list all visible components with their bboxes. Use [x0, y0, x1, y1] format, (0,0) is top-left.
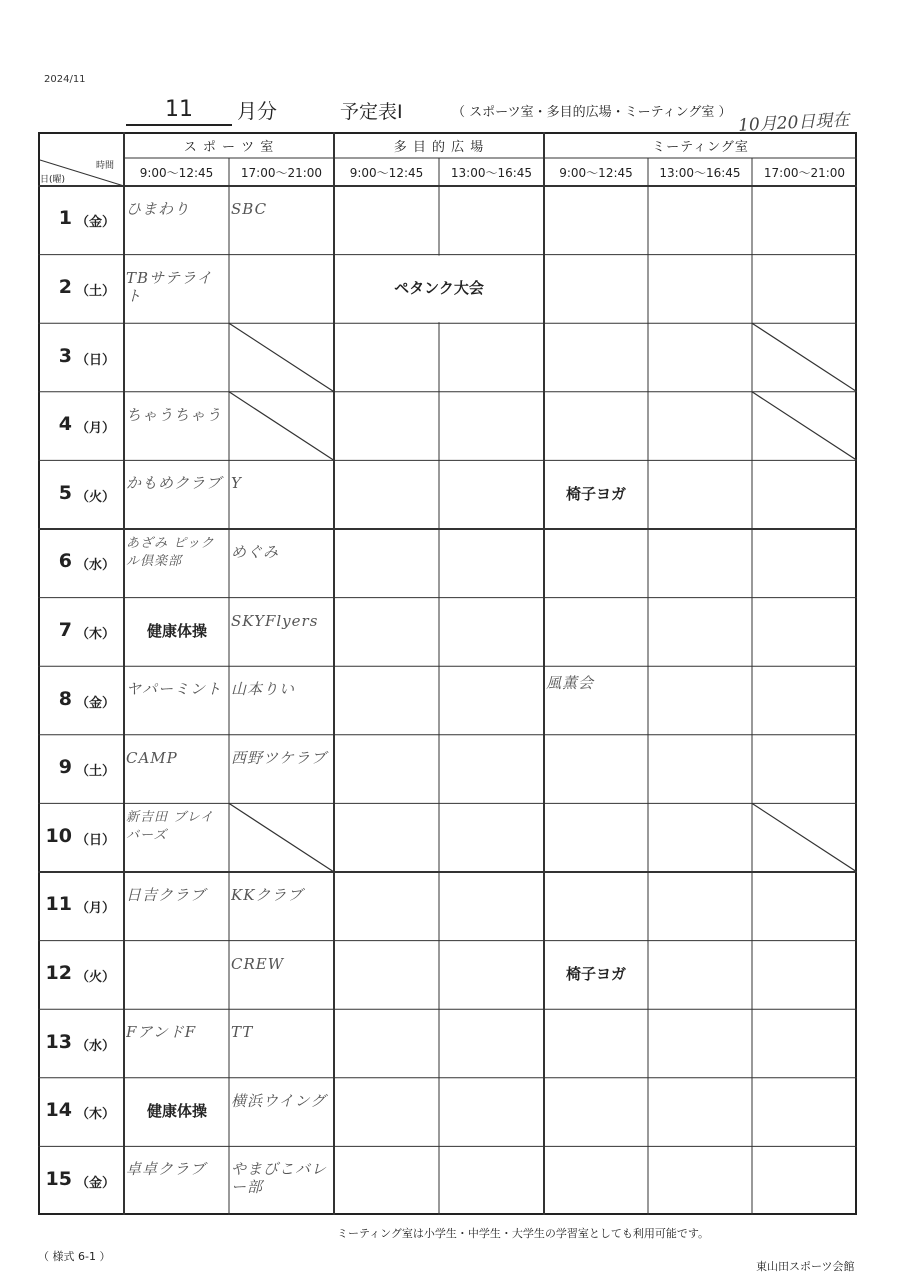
- sports-morning-booking: 卓卓クラブ: [126, 1160, 207, 1179]
- slot-header: 17:00～21:00: [240, 166, 323, 180]
- area-header-plaza: 多 目 的 広 場: [393, 140, 485, 155]
- sports-evening-booking: [231, 269, 333, 330]
- day-weekday: （土）: [76, 764, 116, 780]
- day-number: 8: [58, 687, 72, 710]
- day-weekday: （月）: [76, 901, 116, 917]
- sports-morning-booking: CAMP: [126, 748, 178, 767]
- sports-evening-booking: KKクラブ: [231, 886, 304, 904]
- sports-evening-booking: [231, 817, 333, 878]
- day-weekday: （日）: [76, 352, 116, 368]
- day-number: 3: [58, 344, 72, 367]
- sports-evening-booking: TT: [231, 1023, 254, 1042]
- day-number: 14: [45, 1099, 72, 1122]
- sports-morning-booking: [126, 337, 228, 398]
- organization-name: 東山田スポーツ会館: [756, 1260, 855, 1273]
- day-weekday: （水）: [76, 558, 116, 574]
- day-weekday: （日）: [76, 832, 116, 848]
- day-weekday: （火）: [76, 969, 116, 985]
- day-weekday: （土）: [76, 283, 116, 299]
- sports-morning-booking: ヤパーミント: [126, 680, 223, 699]
- day-number: 12: [45, 961, 72, 984]
- slot-header: 9:00～12:45: [349, 166, 424, 180]
- slot-header: 9:00～12:45: [559, 166, 633, 180]
- sports-morning-booking: [126, 955, 228, 1016]
- day-weekday: （木）: [76, 626, 116, 642]
- sports-evening-booking: Y: [231, 474, 242, 493]
- meeting-morning-booking: 風薫会: [546, 674, 595, 693]
- day-number: 4: [58, 413, 72, 436]
- day-number: 9: [58, 756, 72, 779]
- day-number: 7: [58, 618, 72, 641]
- sports-evening-booking: 山本りい: [231, 680, 296, 699]
- day-number: 10: [45, 824, 72, 847]
- sports-morning-booking: 新吉田 ブレイバーズ: [126, 810, 214, 844]
- corner-day-label: 日(曜): [40, 175, 66, 185]
- sports-morning-booking: 健康体操: [146, 621, 207, 640]
- slot-header: 13:00～16:45: [659, 166, 741, 180]
- day-weekday: （金）: [76, 695, 116, 711]
- sports-morning-booking: TBサテライト: [126, 268, 213, 305]
- slot-header: 13:00～16:45: [450, 166, 533, 180]
- day-weekday: （金）: [76, 215, 116, 231]
- sports-morning-booking: かもめクラブ: [126, 474, 223, 493]
- sports-evening-booking: めぐみ: [231, 543, 280, 561]
- status-note: 10月20日現在: [737, 110, 850, 136]
- sports-morning-booking: FアンドF: [126, 1023, 197, 1042]
- title-month-suffix: 月分: [237, 99, 277, 123]
- area-header-sports-room: ス ポ ー ツ 室: [183, 140, 275, 155]
- slot-header: 17:00～21:00: [763, 166, 846, 180]
- day-weekday: （金）: [76, 1175, 116, 1191]
- sports-evening-booking: 西野ツケラブ: [231, 748, 327, 767]
- sports-evening-booking: やまびこバレー部: [231, 1160, 328, 1197]
- day-weekday: （月）: [76, 421, 116, 437]
- day-weekday: （水）: [76, 1038, 116, 1054]
- sports-morning-booking: あざみ ピックル倶楽部: [126, 536, 215, 569]
- sports-morning-booking: 日吉クラブ: [126, 886, 207, 904]
- sports-evening-booking: 横浜ウイング: [231, 1091, 327, 1110]
- sports-evening-booking: [231, 406, 333, 467]
- footer-note: ミーティング室は小学生・中学生・大学生の学習室としても利用可能です。: [337, 1227, 710, 1240]
- sports-evening-booking: [231, 337, 333, 398]
- day-number: 11: [45, 893, 72, 916]
- sports-evening-booking: SBC: [231, 200, 268, 218]
- day-weekday: （木）: [76, 1107, 116, 1123]
- sports-morning-booking: ひまわり: [126, 200, 191, 218]
- day-number: 13: [45, 1030, 72, 1053]
- plaza-event: ペタンク大会: [394, 278, 484, 297]
- closed-slot-slash: [752, 392, 857, 461]
- page-title: 予定表Ⅰ: [340, 101, 403, 123]
- sports-evening-booking: CREW: [231, 954, 285, 973]
- day-number: 5: [58, 481, 72, 504]
- page-subtitle: （ スポーツ室・多目的広場・ミーティング室 ）: [452, 105, 732, 120]
- sports-morning-booking: ちゃうちゃう: [126, 405, 223, 424]
- day-number: 2: [58, 275, 72, 298]
- schedule-table: [38, 132, 857, 1215]
- slot-header: 9:00～12:45: [139, 166, 214, 180]
- closed-slot-slash: [752, 803, 857, 872]
- closed-slot-slash: [752, 323, 857, 392]
- sports-evening-booking: SKYFlyers: [231, 611, 319, 630]
- meeting-morning-booking: 椅子ヨガ: [565, 964, 626, 983]
- form-code: （ 様式 6-1 ）: [38, 1250, 111, 1263]
- title-month: 11: [126, 96, 232, 126]
- day-number: 6: [58, 550, 72, 573]
- corner-time-label: 時間: [96, 161, 115, 171]
- date-code: 2024/11: [44, 74, 86, 85]
- area-header-meeting-room: ミーティング室: [652, 140, 749, 155]
- sports-morning-booking: 健康体操: [146, 1102, 207, 1121]
- day-number: 15: [45, 1167, 72, 1190]
- meeting-morning-booking: 椅子ヨガ: [565, 484, 626, 503]
- day-weekday: （火）: [76, 489, 116, 505]
- day-number: 1: [58, 207, 72, 230]
